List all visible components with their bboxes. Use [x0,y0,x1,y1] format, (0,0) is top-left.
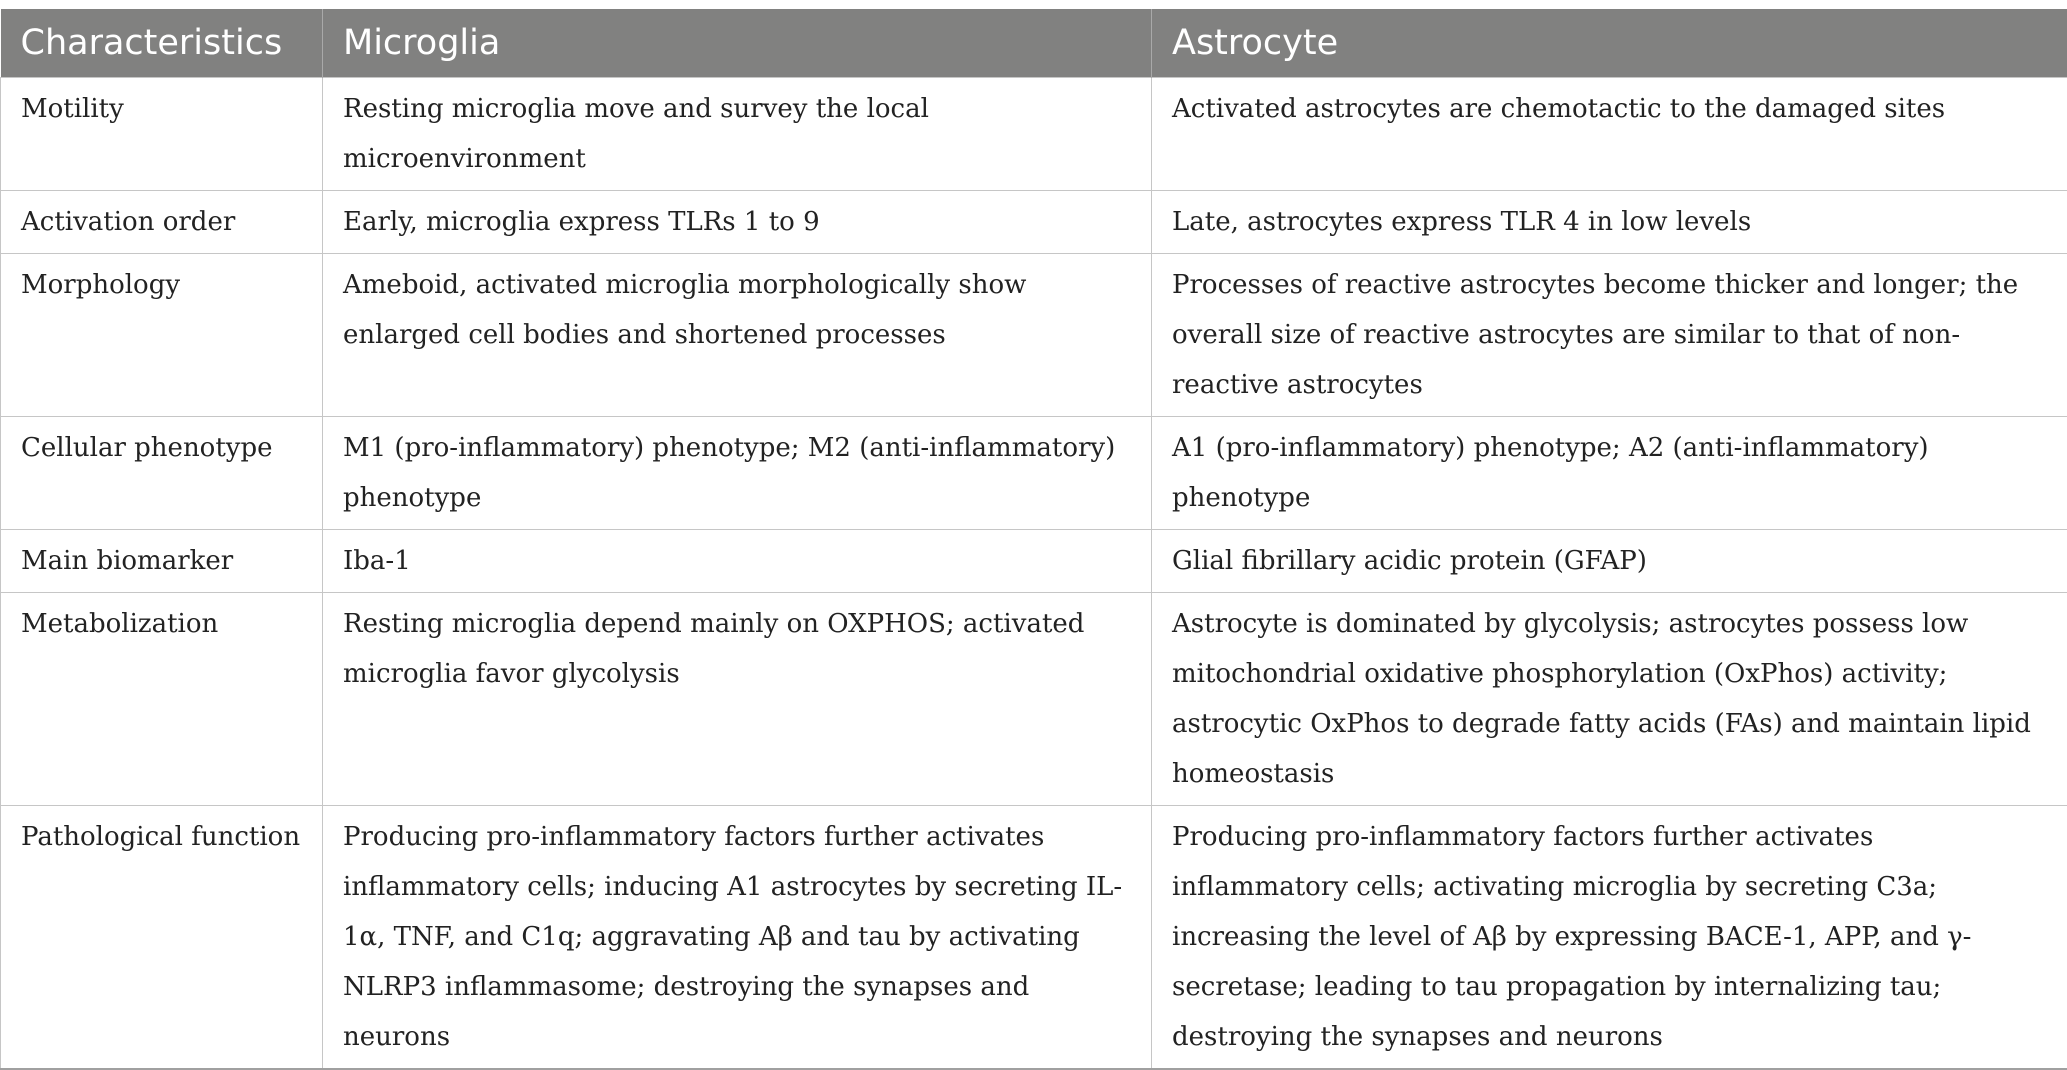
table-header [1,9,2067,78]
cell-astrocyte: Producing pro-inflammatory factors further activates inflammatory cells; activating microglia by secreting C3a; increasing the level of Aβ by expressing BACE-1, APP, and γ-secretase; leading to tau propagation by internalizing tau; destroying the synapses and neurons [1152,806,2067,1070]
cell-astrocyte: A1 (pro-inflammatory) phenotype; A2 (anti-inflammatory) phenotype [1152,417,2067,530]
header-characteristics: Characteristics [1,9,323,78]
cell-astrocyte: Glial fibrillary acidic protein (GFAP) [1152,530,2067,593]
table-row [1,254,2067,417]
table-row [1,530,2067,593]
cell-microglia: Producing pro-inflammatory factors further activates inflammatory cells; inducing A1 astrocytes by secreting IL-1α, TNF, and C1q; aggravating Aβ and tau by activating NLRP3 inflammasome; destroying the synapses and neurons [323,806,1152,1070]
cell-astrocyte: Late, astrocytes express TLR 4 in low levels [1152,191,2067,254]
comparison-table [0,9,2067,1070]
cell-microglia: Resting microglia depend mainly on OXPHOS; activated microglia favor glycolysis [323,593,1152,806]
cell-characteristic: Cellular phenotype [1,417,323,530]
table-row [1,593,2067,806]
cell-characteristic: Activation order [1,191,323,254]
table-row [1,191,2067,254]
cell-characteristic: Pathological function [1,806,323,1070]
comparison-table-container [0,9,2067,1070]
table-row [1,417,2067,530]
cell-characteristic: Morphology [1,254,323,417]
cell-characteristic: Metabolization [1,593,323,806]
cell-microglia: Iba-1 [323,530,1152,593]
cell-microglia: Resting microglia move and survey the local microenvironment [323,78,1152,191]
cell-microglia: M1 (pro-inflammatory) phenotype; M2 (anti-inflammatory) phenotype [323,417,1152,530]
table-row [1,806,2067,1070]
cell-astrocyte: Activated astrocytes are chemotactic to the damaged sites [1152,78,2067,191]
table-body [1,78,2067,1070]
cell-characteristic: Main biomarker [1,530,323,593]
cell-astrocyte: Astrocyte is dominated by glycolysis; astrocytes possess low mitochondrial oxidative phosphorylation (OxPhos) activity; astrocytic OxPhos to degrade fatty acids (FAs) and maintain lipid homeostasis [1152,593,2067,806]
cell-microglia: Ameboid, activated microglia morphologically show enlarged cell bodies and shortened processes [323,254,1152,417]
table-row [1,78,2067,191]
header-astrocyte: Astrocyte [1152,9,2067,78]
header-row [1,9,2067,78]
cell-microglia: Early, microglia express TLRs 1 to 9 [323,191,1152,254]
cell-astrocyte: Processes of reactive astrocytes become thicker and longer; the overall size of reactive astrocytes are similar to that of non-reactive astrocytes [1152,254,2067,417]
cell-characteristic: Motility [1,78,323,191]
header-microglia: Microglia [323,9,1152,78]
